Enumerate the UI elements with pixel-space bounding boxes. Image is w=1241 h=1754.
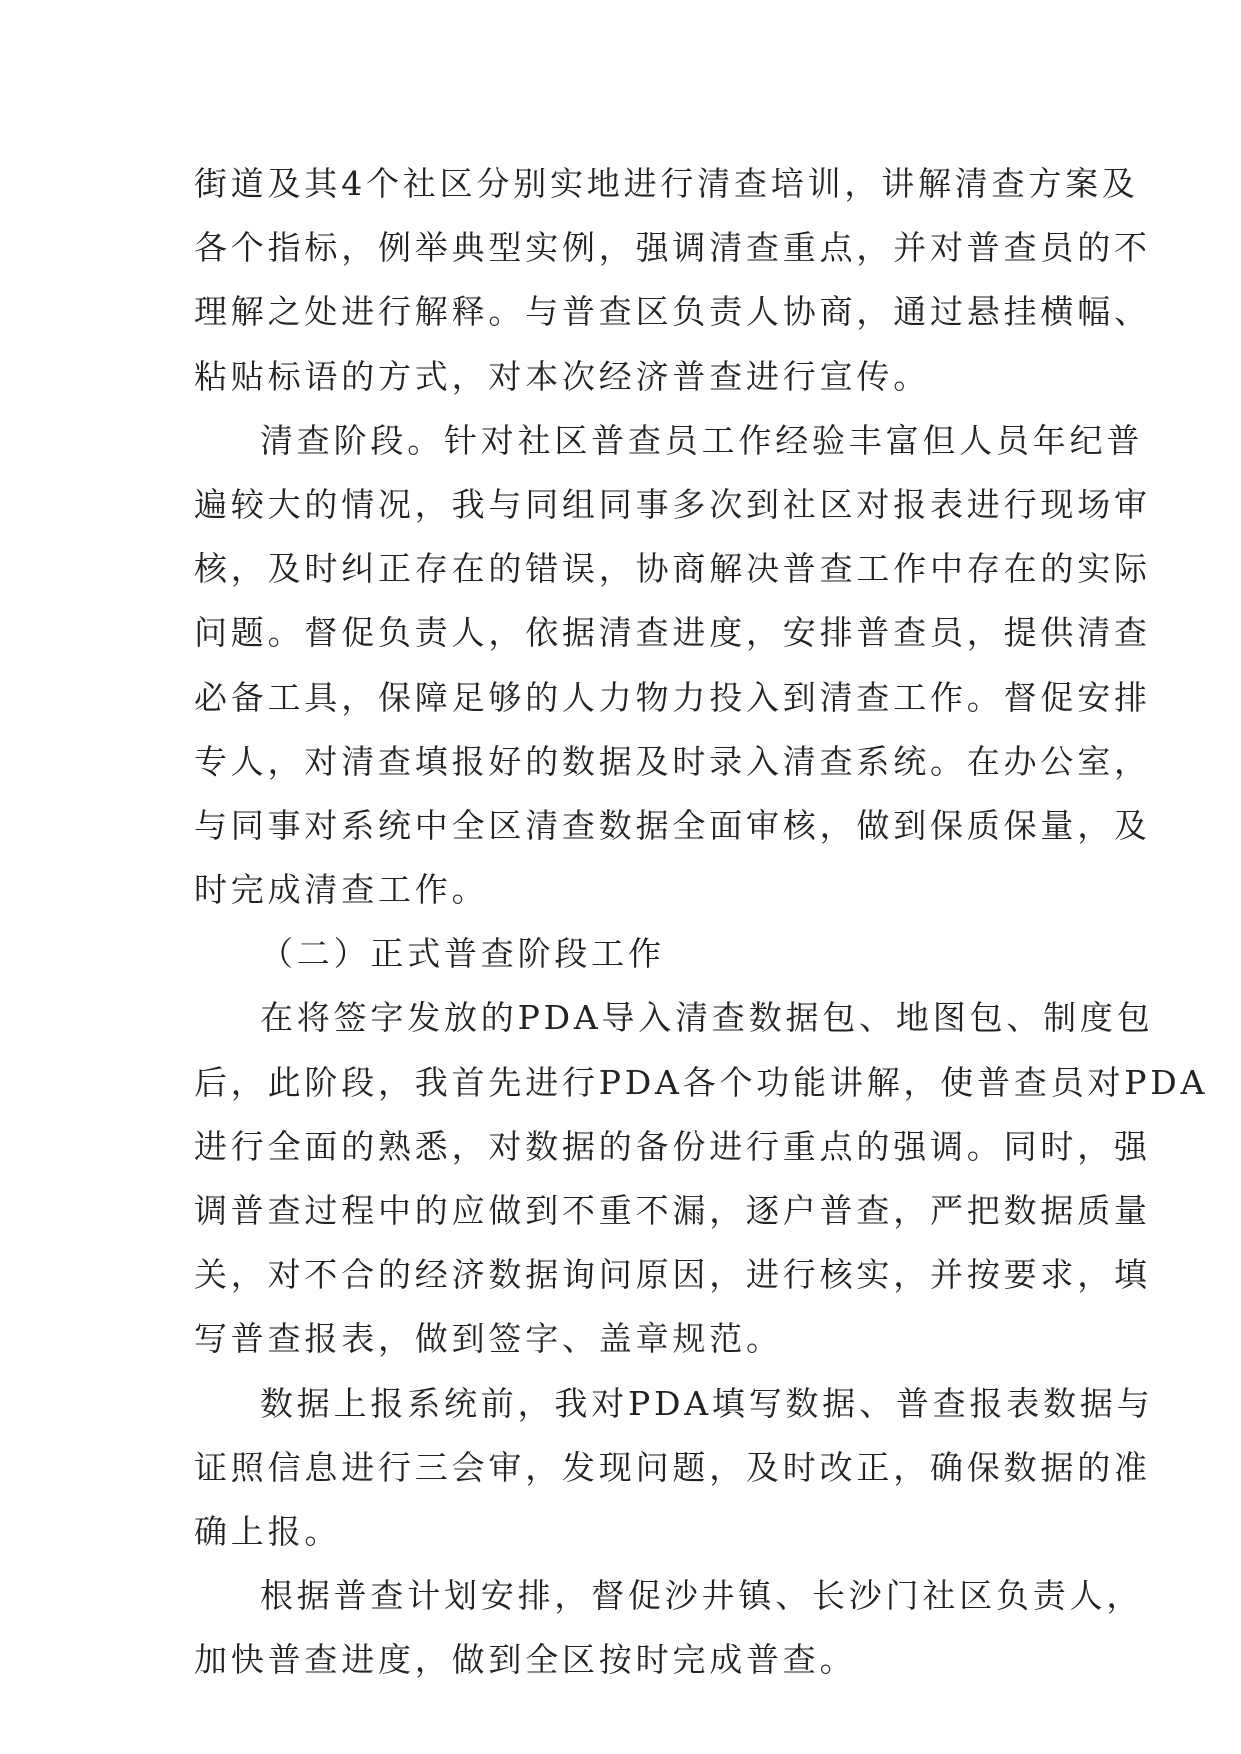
text-line: 专人，对清查填报好的数据及时录入清查系统。在办公室，: [194, 741, 1151, 781]
text-line: 关，对不合的经济数据询问原因，进行核实，并按要求，填: [194, 1255, 1151, 1295]
text-line: 时完成清查工作。: [194, 870, 489, 910]
body-text: [194, 152, 1209, 1693]
text-line: 确上报。: [194, 1511, 342, 1551]
text-line: 粘贴标语的方式，对本次经济普查进行宣传。: [194, 356, 930, 396]
paragraph-start-line: 清查阶段。针对社区普查员工作经验丰富但人员年纪普: [260, 420, 1144, 460]
text-line: 证照信息进行三会审，发现问题，及时改正，确保数据的准: [194, 1447, 1151, 1487]
text-line: 加快普查进度，做到全区按时完成普查。: [194, 1640, 857, 1680]
text-line: 调普查过程中的应做到不重不漏，逐户普查，严把数据质量: [194, 1191, 1151, 1230]
paragraph-start-line: 数据上报系统前，我对PDA填写数据、普查报表数据与: [260, 1383, 1154, 1423]
text-line: 写普查报表，做到签字、盖章规范。: [194, 1319, 783, 1359]
text-line: 与同事对系统中全区清查数据全面审核，做到保质保量，及: [194, 805, 1151, 845]
text-line: 街道及其4个社区分别实地进行清查培训，讲解清查方案及: [194, 164, 1139, 203]
text-line: 遍较大的情况，我与同组同事多次到社区对报表进行现场审: [194, 484, 1151, 524]
text-line: 核，及时纠正存在的错误，协商解决普查工作中存在的实际: [194, 549, 1151, 589]
text-line: 必备工具，保障足够的人力物力投入到清查工作。督促安排: [194, 677, 1151, 717]
text-line: 进行全面的熟悉，对数据的备份进行重点的强调。同时，强: [194, 1126, 1151, 1166]
paragraph-start-line: 根据普查计划安排，督促沙井镇、长沙门社区负责人，: [260, 1576, 1144, 1616]
text-line: 理解之处进行解释。与普查区负责人协商，通过悬挂横幅、: [194, 292, 1151, 332]
text-line: 问题。督促负责人，依据清查进度，安排普查员，提供清查: [194, 613, 1151, 653]
paragraph-start-line: 在将签字发放的PDA导入清查数据包、地图包、制度包: [260, 998, 1154, 1038]
text-line: 各个指标，例举典型实例，强调清查重点，并对普查员的不: [194, 228, 1151, 268]
section-heading: （二）正式普查阶段工作: [260, 934, 665, 974]
text-line: 后，此阶段，我首先进行PDA各个功能讲解，使普查员对PDA: [194, 1062, 1209, 1102]
